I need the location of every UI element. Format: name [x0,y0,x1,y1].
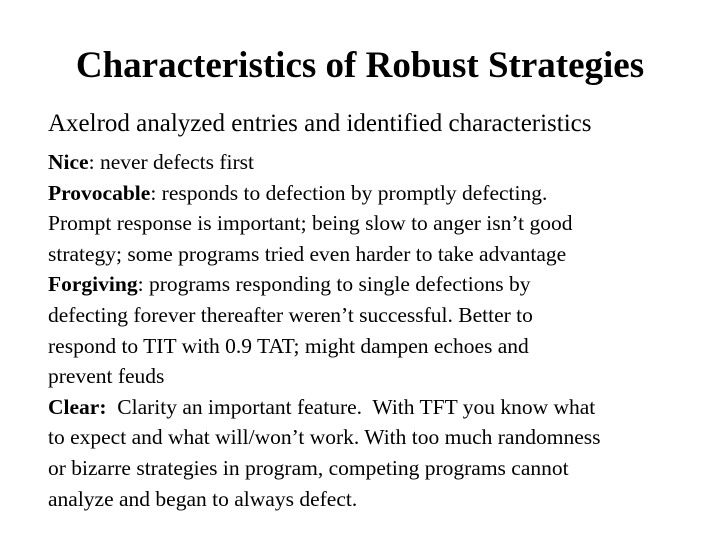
point-text-line: to expect and what will/won’t work. With too much randomness [48,425,601,450]
point-text-line: analyze and began to always defect. [48,486,358,511]
point-text: Clarity an important feature. With TFT you know what [106,394,596,419]
point-text: : programs responding to single defections by [137,272,531,297]
point-nice [48,147,708,178]
point-provocable [48,178,708,209]
point-text: : never defects first [88,150,254,174]
point-text-line: defecting forever thereafter weren’t successful. Better to [48,302,533,327]
point-text-line: strategy; some programs tried even harder to take advantage [48,241,567,266]
point-term: Nice [48,150,89,174]
point-term: Provocable [48,180,151,205]
point-term: Forgiving [48,272,138,297]
slide-title: Characteristics of Robust Strategies [75,45,645,86]
slide-intro: Axelrod analyzed entries and identified characteristics [48,110,592,137]
slide-body [48,147,708,514]
point-text-line: or bizarre strategies in program, competing programs cannot [48,455,569,480]
point-clear [48,392,708,423]
point-text: : responds to defection by promptly defecting. [150,180,548,205]
point-text-line: respond to TIT with 0.9 TAT; might dampen echoes and [48,333,529,358]
point-text-line: Prompt response is important; being slow to anger isn’t good [48,211,573,236]
point-text-line: prevent feuds [48,364,165,389]
point-forgiving [48,269,708,300]
point-term: Clear: [48,394,107,419]
